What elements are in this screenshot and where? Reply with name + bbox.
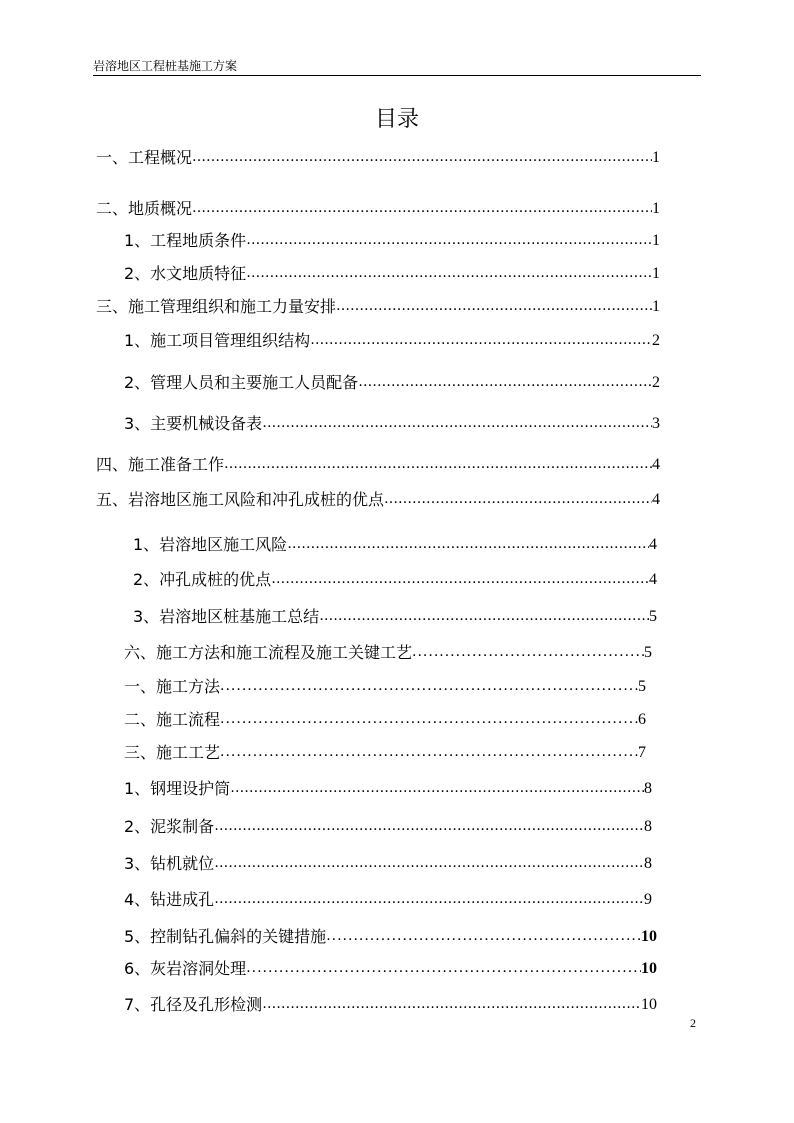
toc-entry[interactable]	[124, 816, 652, 838]
toc-entry[interactable]	[96, 296, 660, 318]
toc-entry[interactable]	[124, 372, 660, 394]
toc-leader	[319, 608, 649, 624]
toc-leader	[412, 644, 644, 660]
toc-entry-label: 四、施工准备工作	[96, 455, 225, 474]
toc-entry-page: 1	[652, 149, 660, 166]
toc-entry-page: 4	[649, 571, 657, 588]
toc-entry-label: 3、主要机械设备表	[124, 414, 263, 433]
toc-leader	[262, 415, 652, 431]
toc-entry[interactable]	[124, 958, 657, 980]
toc-entry-page: 8	[644, 780, 652, 797]
toc-leader	[220, 744, 638, 760]
toc-leader	[220, 711, 638, 727]
toc-leader	[224, 456, 652, 472]
toc-entry[interactable]	[124, 926, 657, 948]
toc-leader	[220, 678, 638, 694]
toc-entry-page: 5	[644, 644, 652, 661]
toc-entry-label: 五、岩溶地区施工风险和冲孔成桩的优点	[96, 490, 385, 509]
toc-entry-label: 6、灰岩溶洞处理	[124, 959, 247, 978]
toc-entry-label: 1、钢埋设护筒	[124, 779, 231, 798]
toc-entry-label: 一、工程概况	[96, 148, 193, 167]
page-number: 2	[690, 1016, 696, 1030]
toc-entry-label: 1、工程地质条件	[124, 231, 247, 250]
toc-entry[interactable]	[124, 889, 652, 911]
toc-entry-page: 3	[652, 415, 660, 432]
toc-entry-label: 2、水文地质特征	[124, 264, 247, 283]
toc-entry-page: 1	[652, 298, 660, 315]
toc-leader	[358, 374, 652, 390]
toc-entry-label: 3、岩溶地区桩基施工总结	[133, 607, 320, 626]
toc-entry-page: 1	[652, 232, 660, 249]
toc-entry-label: 7、孔径及孔形检测	[124, 995, 263, 1014]
toc-leader	[192, 149, 652, 165]
toc-entry-label: 三、施工管理组织和施工力量安排	[96, 297, 337, 316]
toc-entry-page: 4	[652, 456, 660, 473]
toc-entry-page: 10	[641, 960, 657, 977]
toc-entry[interactable]	[124, 642, 652, 664]
toc-entry[interactable]	[124, 413, 660, 435]
toc-entry-page: 1	[652, 265, 660, 282]
toc-entry-page: 4	[652, 491, 660, 508]
toc-entry[interactable]	[96, 489, 660, 511]
toc-entry-label: 1、施工项目管理组织结构	[124, 331, 311, 350]
toc-entry-label: 2、泥浆制备	[124, 817, 215, 836]
toc-entry-page: 9	[644, 891, 652, 908]
toc-leader	[262, 996, 641, 1012]
toc-entry-label: 六、施工方法和施工流程及施工关键工艺	[124, 643, 413, 662]
page-title: 目录	[374, 107, 419, 132]
header-text: 岩溶地区工程桩基施工方案	[93, 59, 238, 73]
toc-leader	[246, 265, 652, 281]
toc-entry-label: 2、冲孔成桩的优点	[133, 570, 272, 589]
toc-entry[interactable]	[96, 454, 660, 476]
toc-leader	[214, 818, 644, 834]
toc-entry[interactable]	[124, 330, 660, 352]
toc-entry[interactable]	[96, 198, 660, 220]
toc-entry[interactable]	[133, 606, 657, 628]
toc-entry-label: 一、施工方法	[124, 677, 221, 696]
toc-entry-label: 2、管理人员和主要施工人员配备	[124, 373, 359, 392]
toc-leader	[310, 332, 652, 348]
toc-entry-page: 10	[641, 928, 657, 945]
toc-entry-page: 10	[641, 996, 657, 1013]
toc-entry[interactable]	[124, 994, 657, 1016]
toc-entry-page: 5	[649, 608, 657, 625]
toc-leader	[214, 855, 644, 871]
toc-entry-page: 1	[652, 200, 660, 217]
toc-leader	[230, 780, 644, 796]
toc-entry-label: 二、施工流程	[124, 710, 221, 729]
toc-leader	[214, 891, 644, 907]
toc-entry-page: 6	[638, 711, 646, 728]
toc-entry-label: 5、控制钻孔偏斜的关键措施	[124, 927, 327, 946]
toc-entry[interactable]	[124, 230, 660, 252]
toc-entry[interactable]	[124, 778, 652, 800]
toc-entry-page: 8	[644, 818, 652, 835]
toc-leader	[246, 960, 641, 976]
toc-leader	[287, 536, 649, 552]
toc-entry[interactable]	[124, 676, 646, 698]
toc-entry-label: 4、钻进成孔	[124, 890, 215, 909]
toc-leader	[192, 200, 652, 216]
toc-leader	[336, 298, 652, 314]
toc-entry-page: 5	[638, 678, 646, 695]
toc-leader	[384, 491, 652, 507]
toc-entry[interactable]	[124, 709, 646, 731]
toc-entry-label: 二、地质概况	[96, 199, 193, 218]
toc-entry-label: 1、岩溶地区施工风险	[133, 535, 288, 554]
toc-entry[interactable]	[96, 147, 660, 169]
toc-entry[interactable]	[124, 853, 652, 875]
toc-entry[interactable]	[124, 263, 660, 285]
toc-entry-page: 2	[652, 374, 660, 391]
toc-entry[interactable]	[124, 742, 646, 764]
toc-entry[interactable]	[133, 534, 657, 556]
toc-entry-page: 7	[638, 744, 646, 761]
toc-entry[interactable]	[133, 569, 657, 591]
toc-entry-page: 2	[652, 332, 660, 349]
toc-entry-page: 8	[644, 855, 652, 872]
toc-entry-label: 三、施工工艺	[124, 743, 221, 762]
toc-leader	[246, 232, 652, 248]
toc-entry-label: 3、钻机就位	[124, 854, 215, 873]
toc-leader	[326, 928, 641, 944]
toc-entry-page: 4	[649, 536, 657, 553]
toc-leader	[271, 571, 649, 587]
